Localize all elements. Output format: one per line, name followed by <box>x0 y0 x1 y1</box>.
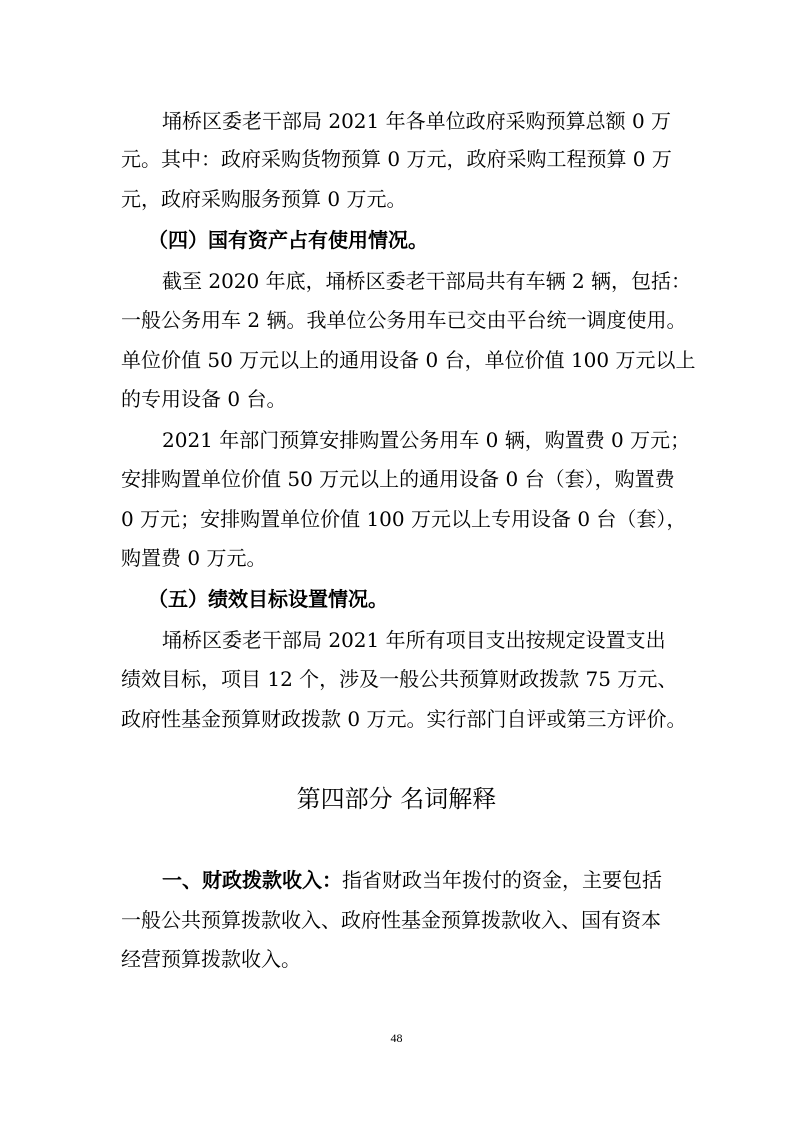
definition-text-start: 指省财政当年拨付的资金，主要包括 <box>342 868 662 892</box>
assets-line-2: 一般公务用车 2 辆。我单位公务用车已交由平台统一调度使用。 <box>121 308 687 332</box>
heading-state-assets: （四）国有资产占有使用情况。 <box>148 228 428 252</box>
heading-performance-goals: （五）绩效目标设置情况。 <box>148 587 388 611</box>
purchase-plan-line-1: 2021 年部门预算安排购置公务用车 0 辆，购置费 0 万元； <box>162 428 691 452</box>
procurement-line-1: 埇桥区委老干部局 2021 年各单位政府采购预算总额 0 万 <box>162 109 672 133</box>
definition-term: 一、财政拨款收入： <box>162 868 342 892</box>
definition-line-1 <box>162 866 662 894</box>
procurement-line-3: 元，政府采购服务预算 0 万元。 <box>121 187 407 211</box>
assets-line-1: 截至 2020 年底，埇桥区委老干部局共有车辆 2 辆，包括： <box>162 269 692 293</box>
purchase-plan-line-3: 0 万元；安排购置单位价值 100 万元以上专用设备 0 台（套）， <box>121 507 687 531</box>
assets-line-4: 的专用设备 0 台。 <box>121 387 287 411</box>
performance-line-3: 政府性基金预算财政拨款 0 万元。实行部门自评或第三方评价。 <box>121 707 687 731</box>
assets-line-3: 单位价值 50 万元以上的通用设备 0 台，单位价值 100 万元以上 <box>121 348 696 372</box>
page-number: 48 <box>390 1031 403 1045</box>
definition-line-2: 一般公共预算拨款收入、政府性基金预算拨款收入、国有资本 <box>121 908 661 932</box>
procurement-line-2: 元。其中：政府采购货物预算 0 万元，政府采购工程预算 0 万 <box>121 147 672 171</box>
definition-line-3: 经营预算拨款收入。 <box>121 947 301 971</box>
purchase-plan-line-4: 购置费 0 万元。 <box>121 546 267 570</box>
performance-line-2: 绩效目标，项目 12 个，涉及一般公共预算财政拨款 75 万元、 <box>121 667 678 691</box>
section-title: 第四部分 名词解释 <box>296 785 497 813</box>
purchase-plan-line-2: 安排购置单位价值 50 万元以上的通用设备 0 台（套），购置费 <box>121 467 675 491</box>
performance-line-1: 埇桥区委老干部局 2021 年所有项目支出按规定设置支出 <box>162 628 666 652</box>
